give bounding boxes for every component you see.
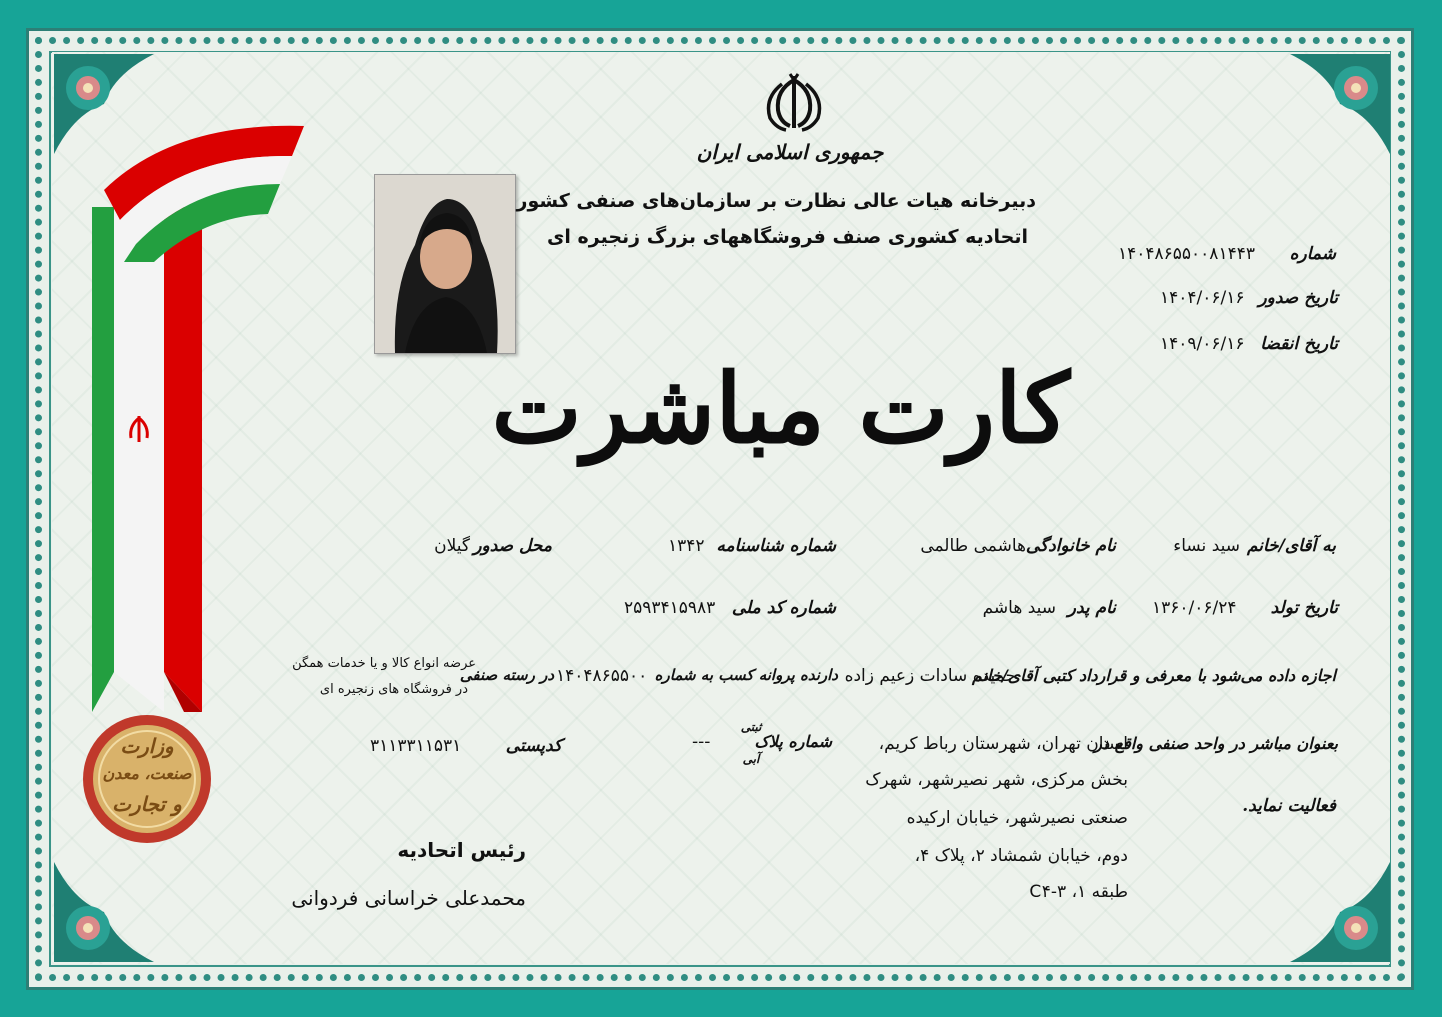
business-field-value-line-1: عرضه انواع کالا و یا خدمات همگن bbox=[292, 656, 476, 671]
org-line-2: اتحادیه کشوری صنف فروشگاههای بزرگ زنجیره ای bbox=[547, 226, 1028, 248]
plate-sub-bottom: آبی bbox=[742, 752, 760, 766]
corner-ornament-top-right bbox=[1290, 54, 1390, 154]
issue-place-value: گیلان bbox=[434, 536, 470, 556]
business-field-value-line-2: در فروشگاه های زنجیره ای bbox=[319, 682, 468, 697]
birth-date-value: ۱۳۶۰/۰۶/۲۴ bbox=[1152, 598, 1237, 618]
plate-value: --- bbox=[692, 732, 711, 752]
address-line-2: بخش مرکزی، شهر نصیرشهر، شهرک bbox=[865, 770, 1128, 790]
republic-name: جمهوری اسلامی ایران bbox=[696, 140, 884, 164]
family-name-label: نام خانوادگی bbox=[1025, 536, 1116, 556]
activity-label: فعالیت نماید. bbox=[1242, 796, 1336, 816]
number-value: ۱۴۰۴۸۶۵۵۰۰۸۱۴۴۳ bbox=[1118, 244, 1255, 264]
postal-code-label: کدپستی bbox=[505, 736, 562, 756]
plate-sub-top: ثبتی bbox=[740, 720, 762, 734]
signature-name: محمدعلی خراسانی فردوانی bbox=[291, 886, 526, 910]
family-name-value: هاشمی طالمی bbox=[920, 536, 1026, 556]
name-label: به آقای/خانم bbox=[1246, 536, 1336, 556]
license-value: ۱۴۰۴۸۶۵۵۰۰ bbox=[556, 666, 648, 686]
seal-line-1: وزارت bbox=[120, 734, 174, 758]
address-line-5: طبقه ۱، C۴-۳ bbox=[1029, 882, 1128, 902]
national-code-label: شماره کد ملی bbox=[731, 598, 836, 618]
issue-date-value: ۱۴۰۴/۰۶/۱۶ bbox=[1160, 288, 1245, 308]
id-number-label: شماره شناسنامه bbox=[716, 536, 836, 556]
expiry-date-value: ۱۴۰۹/۰۶/۱۶ bbox=[1160, 334, 1245, 354]
postal-code-value: ۳۱۱۳۳۱۱۵۳۱ bbox=[370, 736, 462, 756]
permit-owner-value: حمیده سادات زعیم زاده bbox=[844, 666, 1016, 686]
number-label: شماره bbox=[1289, 244, 1336, 264]
father-name-value: سید هاشم bbox=[982, 598, 1056, 618]
expiry-date-label: تاریخ انقضا bbox=[1260, 334, 1338, 354]
id-number-value: ۱۳۴۲ bbox=[668, 536, 705, 556]
flag-ribbon bbox=[84, 112, 314, 732]
national-code-value: ۲۵۹۳۴۱۵۹۸۳ bbox=[624, 598, 716, 618]
ministry-seal bbox=[80, 712, 214, 846]
father-name-label: نام پدر bbox=[1067, 598, 1116, 618]
signature-role: رئیس اتحادیه bbox=[397, 838, 526, 862]
issue-date-label: تاریخ صدور bbox=[1258, 288, 1338, 308]
corner-ornament-bottom-left bbox=[54, 862, 154, 962]
holder-photo bbox=[374, 174, 516, 354]
name-value: سید نساء bbox=[1173, 536, 1240, 556]
business-field-label: در رسته صنفی bbox=[459, 666, 554, 684]
issue-place-label: محل صدور bbox=[473, 536, 552, 556]
agent-location-label: بعنوان مباشر در واحد صنفی واقع در bbox=[1094, 734, 1338, 753]
birth-date-label: تاریخ تولد bbox=[1270, 598, 1338, 618]
seal-line-3: و تجارت bbox=[112, 792, 182, 816]
seal-line-2: صنعت، معدن bbox=[102, 764, 192, 783]
address-line-4: دوم، خیابان شمشاد ۲، پلاک ۴، bbox=[914, 846, 1128, 866]
card-title: کارت مباشرت bbox=[491, 352, 1070, 465]
address-line-1: استان تهران، شهرستان رباط کریم، bbox=[878, 734, 1128, 754]
iran-emblem-icon bbox=[760, 72, 828, 134]
permit-intro-label: اجازه داده می‌شود با معرفی و قرارداد کتبی آقای/خانم bbox=[972, 666, 1336, 685]
license-label: دارنده پروانه کسب به شماره bbox=[654, 666, 838, 684]
plate-label: شماره پلاک bbox=[754, 732, 832, 751]
address-line-3: صنعتی نصیرشهر، خیابان ارکیده bbox=[906, 808, 1128, 828]
corner-ornament-bottom-right bbox=[1290, 862, 1390, 962]
org-line-1: دبیرخانه هیات عالی نظارت بر سازمان‌های صنفی کشور bbox=[516, 190, 1036, 212]
